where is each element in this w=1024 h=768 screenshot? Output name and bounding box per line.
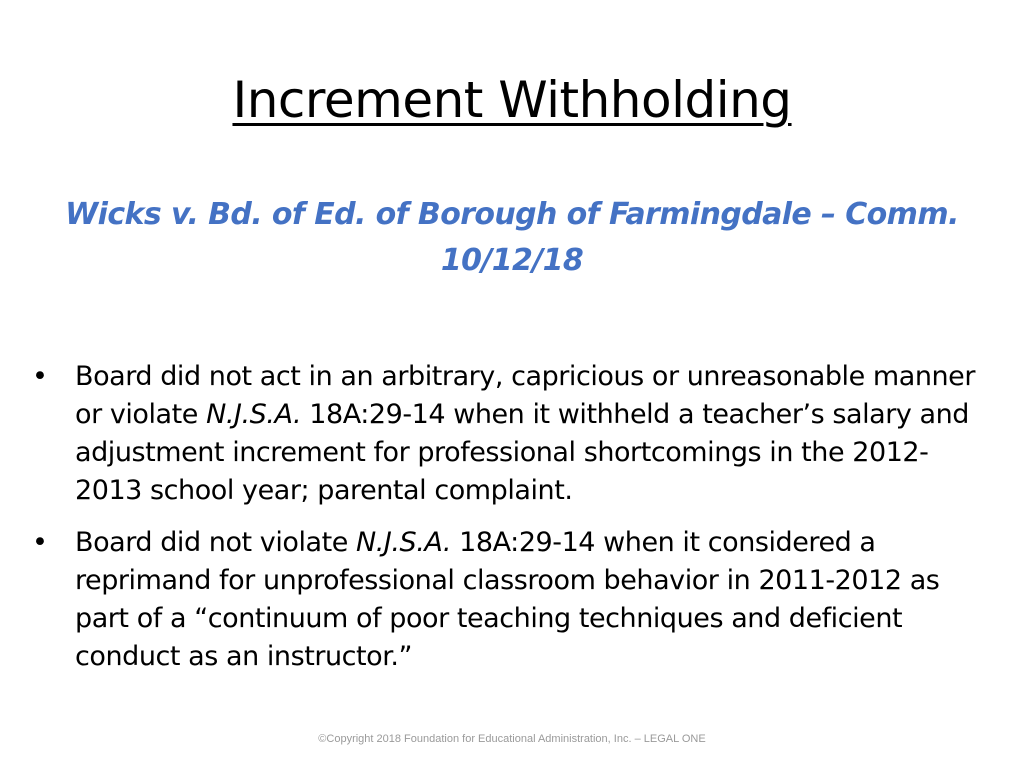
statute-reference: N.J.S.A. bbox=[206, 399, 302, 430]
bullet-list bbox=[30, 358, 990, 690]
bullet-text bbox=[75, 361, 975, 506]
bullet-marker: • bbox=[32, 361, 48, 392]
case-citation-line-2: 10/12/18 bbox=[440, 243, 584, 278]
bullet-text bbox=[75, 527, 939, 672]
bullet-marker: • bbox=[32, 527, 48, 558]
bullet-text-part: 18A:29-14 when it withheld a teacher’s salary and adjustment increment for professional shortcomings in the 2012-2013 school year; parental complaint. bbox=[75, 399, 969, 506]
copyright-footer: ©Copyright 2018 Foundation for Educational Administration, Inc. – LEGAL ONE bbox=[318, 733, 706, 745]
case-citation bbox=[30, 192, 994, 284]
bullet-item bbox=[30, 524, 990, 676]
case-citation-line-1: Wicks v. Bd. of Ed. of Borough of Farmingdale – Comm. bbox=[65, 197, 959, 232]
bullet-text-part: Board did not violate bbox=[75, 527, 357, 558]
bullet-text-part: Board did not act in an arbitrary, capricious or unreasonable manner or violate bbox=[75, 361, 975, 430]
bullet-item bbox=[30, 358, 990, 510]
statute-reference: N.J.S.A. bbox=[356, 527, 452, 558]
bullet-text-part: 18A:29-14 when it considered a reprimand for unprofessional classroom behavior in 2011-2012 as part of a “continuum of poor teaching techniques and deficient conduct as an instructor.” bbox=[75, 527, 940, 672]
slide-title: Increment Withholding bbox=[232, 71, 792, 129]
